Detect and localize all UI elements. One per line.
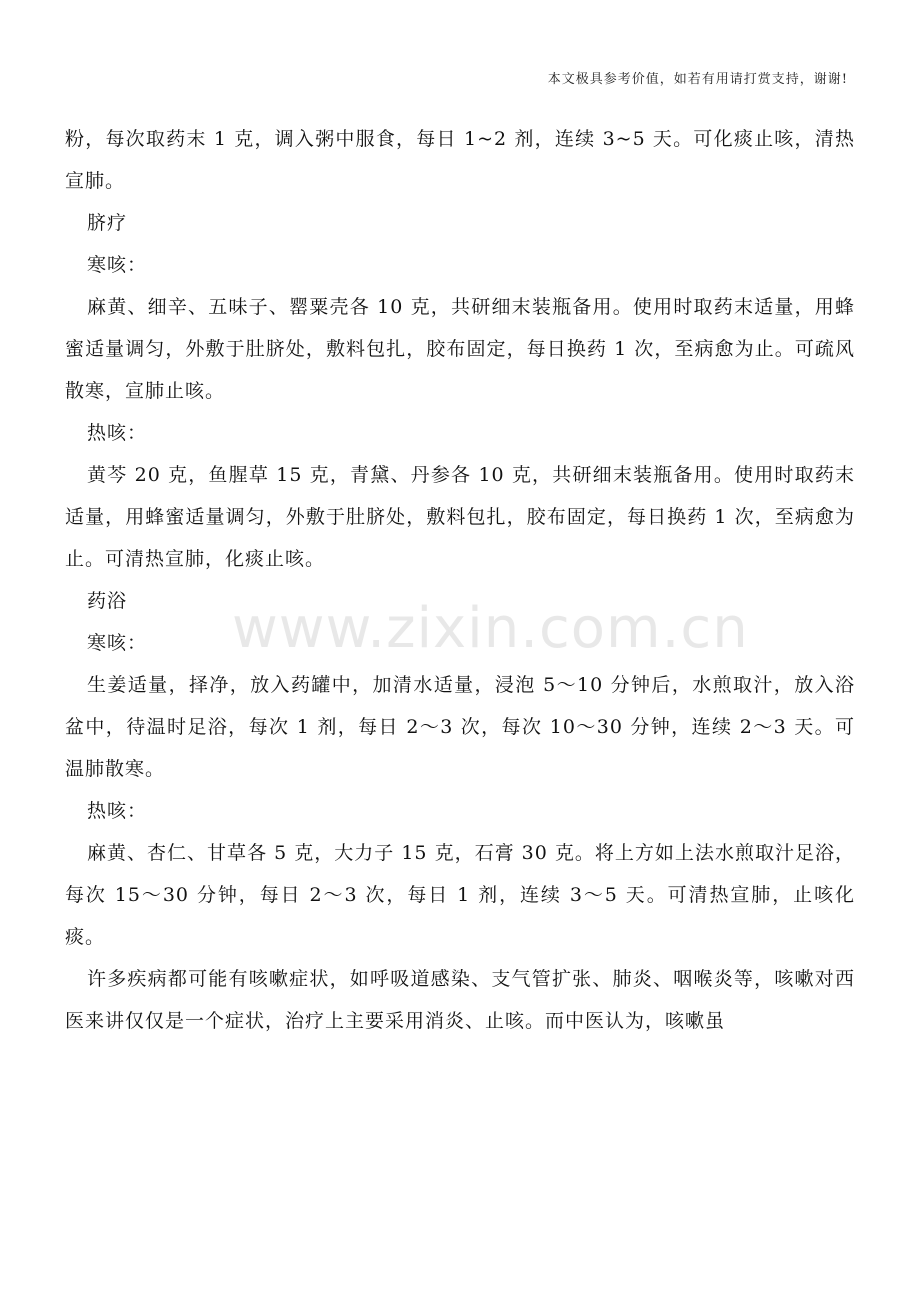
subsection-heading: 寒咳： bbox=[87, 254, 148, 276]
paragraph: 粉，每次取药末 1 克，调入粥中服食，每日 1~2 剂，连续 3~5 天。可化痰止咳，清热宣肺。 bbox=[65, 128, 855, 192]
document-body bbox=[65, 118, 855, 1042]
paragraph: 麻黄、杏仁、甘草各 5 克，大力子 15 克，石膏 30 克。将上方如上法水煎取汁足浴，每次 15～30 分钟，每日 2～3 次，每日 1 剂，连续 3～5 天。可清热宣肺，止咳化痰。 bbox=[65, 842, 855, 948]
subsection-heading: 热咳： bbox=[87, 422, 148, 444]
section-heading: 脐疗 bbox=[87, 212, 128, 234]
paragraph: 麻黄、细辛、五味子、罂粟壳各 10 克，共研细末装瓶备用。使用时取药末适量，用蜂蜜适量调匀，外敷于肚脐处，敷料包扎，胶布固定，每日换药 1 次，至病愈为止。可疏风散寒，宣肺止咳。 bbox=[65, 296, 855, 402]
paragraph: 黄芩 20 克，鱼腥草 15 克，青黛、丹参各 10 克，共研细末装瓶备用。使用时取药末适量，用蜂蜜适量调匀，外敷于肚脐处，敷料包扎，胶布固定，每日换药 1 次，至病愈为止。可清热宣肺，化痰止咳。 bbox=[65, 464, 855, 570]
paragraph: 生姜适量，择净，放入药罐中，加清水适量，浸泡 5～10 分钟后，水煎取汁，放入浴盆中，待温时足浴，每次 1 剂，每日 2～3 次，每次 10～30 分钟，连续 2～3 天。可温肺散寒。 bbox=[65, 674, 855, 780]
subsection-heading: 寒咳： bbox=[87, 632, 148, 654]
paragraph: 许多疾病都可能有咳嗽症状，如呼吸道感染、支气管扩张、肺炎、咽喉炎等，咳嗽对西医来讲仅仅是一个症状，治疗上主要采用消炎、止咳。而中医认为，咳嗽虽 bbox=[65, 968, 855, 1032]
section-heading: 药浴 bbox=[87, 590, 128, 612]
header-note: 本文极具参考价值，如若有用请打赏支持，谢谢! bbox=[547, 72, 848, 87]
watermark: www.zixin.com.cn bbox=[232, 596, 749, 661]
subsection-heading: 热咳： bbox=[87, 800, 148, 822]
